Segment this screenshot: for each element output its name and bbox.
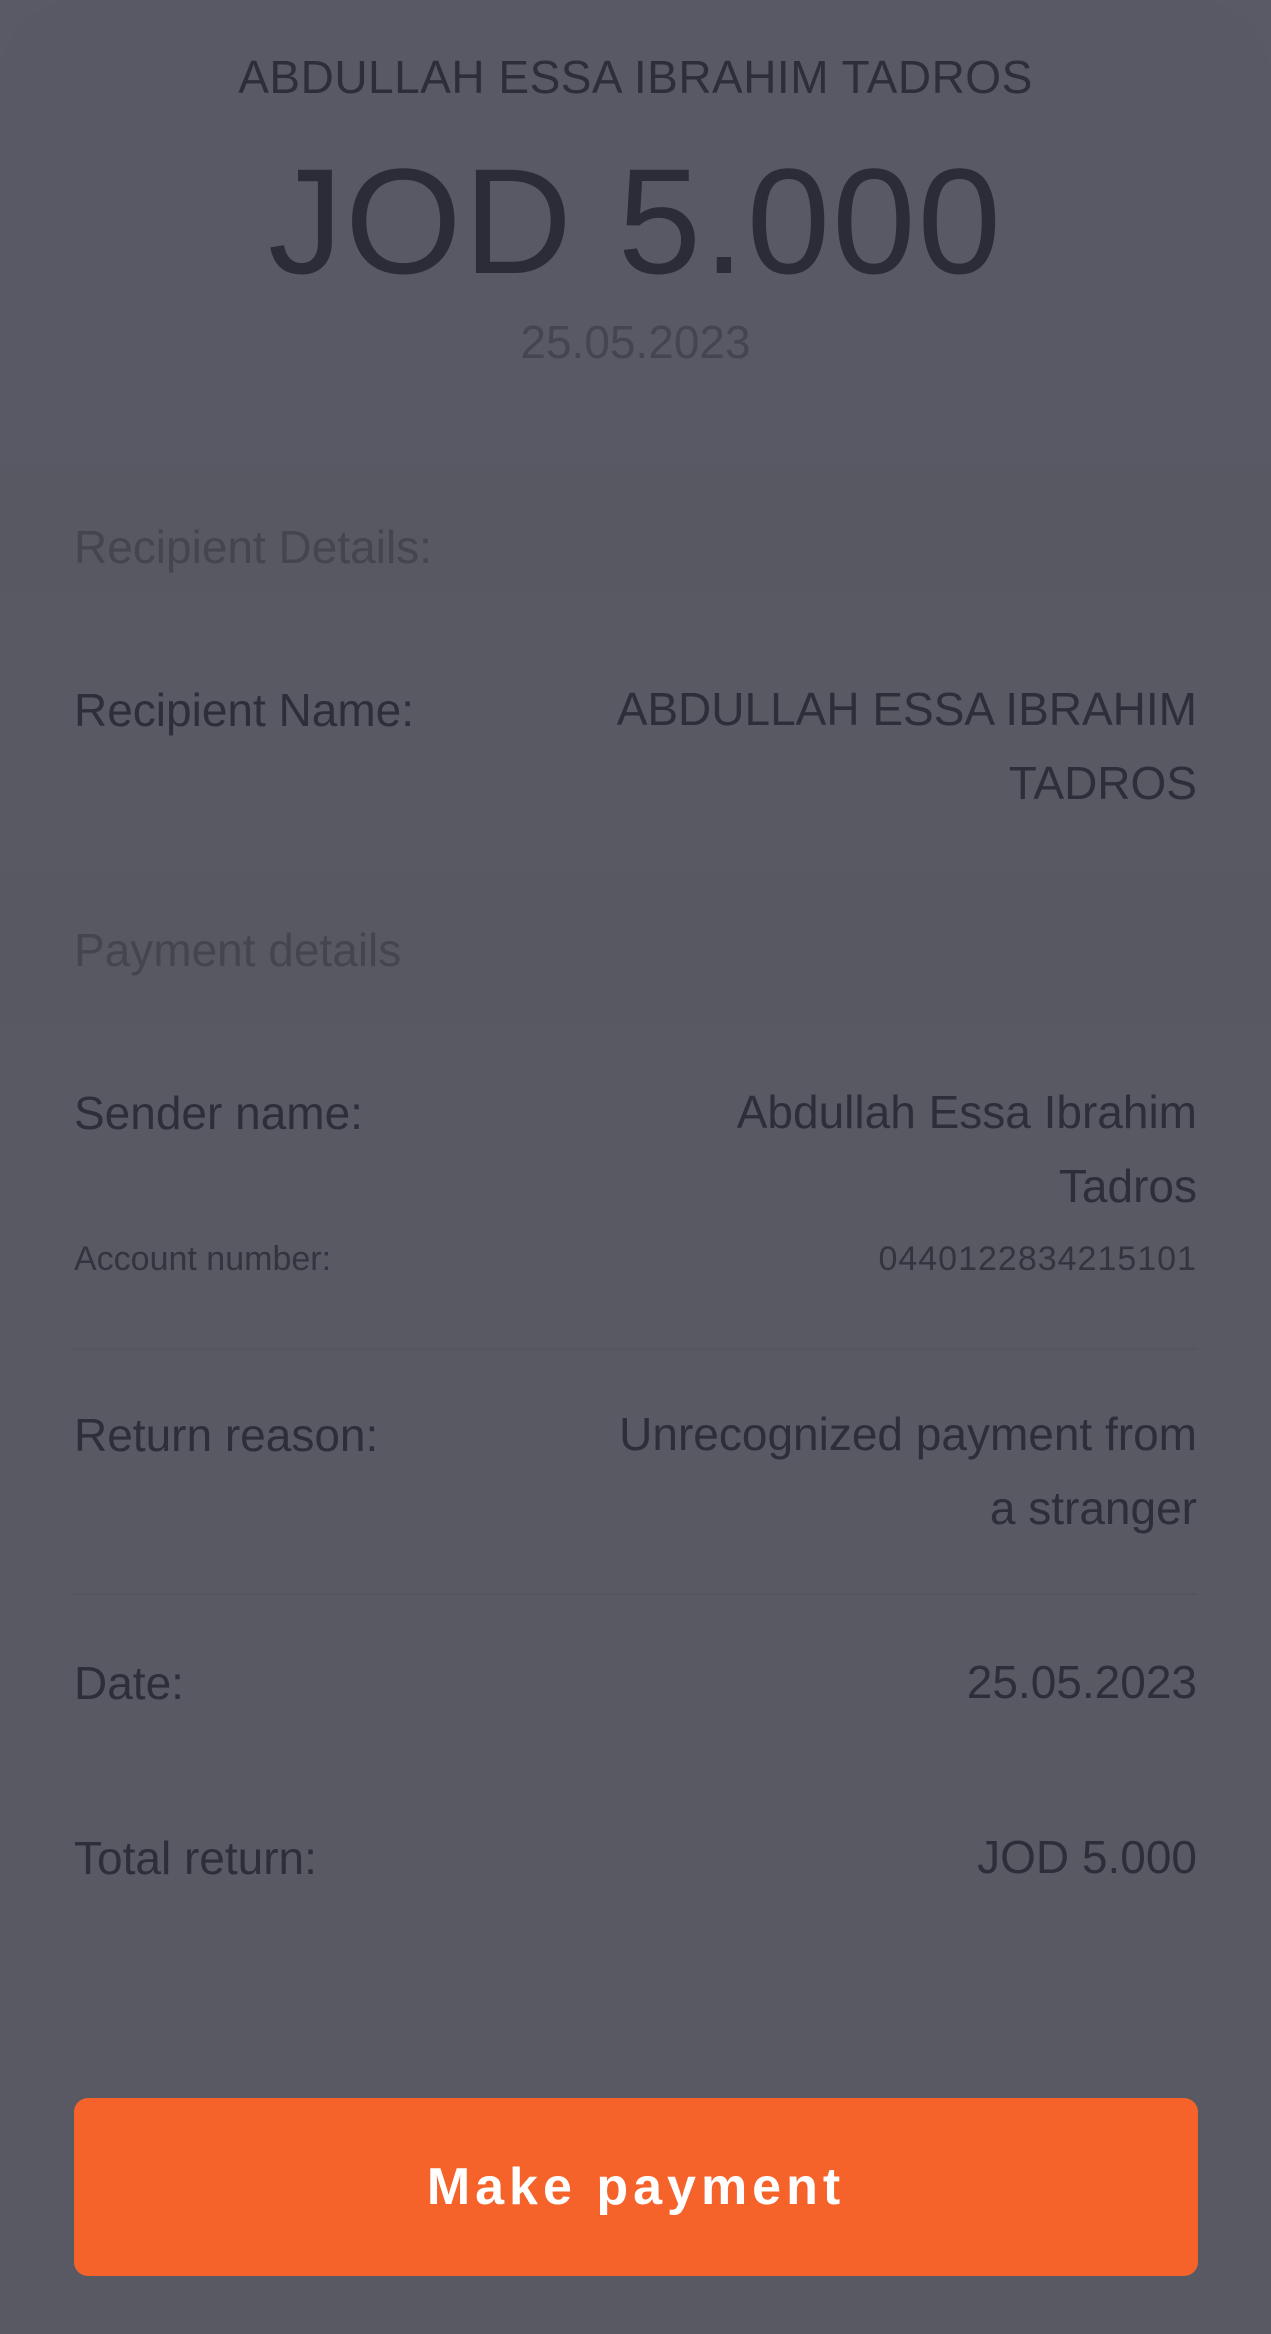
summary-header bbox=[0, 0, 1271, 465]
sender-name-line2: Tadros bbox=[1058, 1160, 1197, 1212]
make-payment-button[interactable]: Make payment bbox=[74, 2098, 1198, 2276]
total-return-label: Total return: bbox=[74, 1832, 317, 1884]
payment-amount: JOD 5.000 bbox=[267, 137, 1004, 305]
account-number-value: 0440122834215101 bbox=[878, 1240, 1197, 1278]
return-reason-line1: Unrecognized payment from bbox=[619, 1408, 1197, 1460]
return-reason-label: Return reason: bbox=[74, 1409, 379, 1461]
return-reason-value bbox=[619, 1397, 1197, 1545]
total-return-value: JOD 5.000 bbox=[977, 1831, 1197, 1883]
date-label: Date: bbox=[74, 1657, 184, 1709]
recipient-name-line2: TADROS bbox=[1008, 757, 1197, 809]
sender-name-line1: Abdullah Essa Ibrahim bbox=[736, 1086, 1197, 1138]
payment-section-title: Payment details bbox=[74, 924, 402, 976]
recipient-name-label: Recipient Name: bbox=[74, 684, 415, 736]
sender-name-value bbox=[737, 1075, 1197, 1223]
header-date: 25.05.2023 bbox=[520, 316, 751, 368]
divider bbox=[74, 1348, 1197, 1350]
recipient-section-title: Recipient Details: bbox=[74, 521, 432, 573]
date-value: 25.05.2023 bbox=[966, 1656, 1197, 1708]
header-recipient-name: ABDULLAH ESSA IBRAHIM TADROS bbox=[238, 51, 1033, 103]
account-number-label: Account number: bbox=[74, 1240, 332, 1278]
sender-name-label: Sender name: bbox=[74, 1087, 363, 1139]
divider bbox=[74, 1593, 1197, 1595]
return-reason-line2: a stranger bbox=[989, 1482, 1197, 1534]
recipient-name-line1: ABDULLAH ESSA IBRAHIM bbox=[616, 683, 1197, 735]
recipient-name-value bbox=[617, 672, 1197, 820]
